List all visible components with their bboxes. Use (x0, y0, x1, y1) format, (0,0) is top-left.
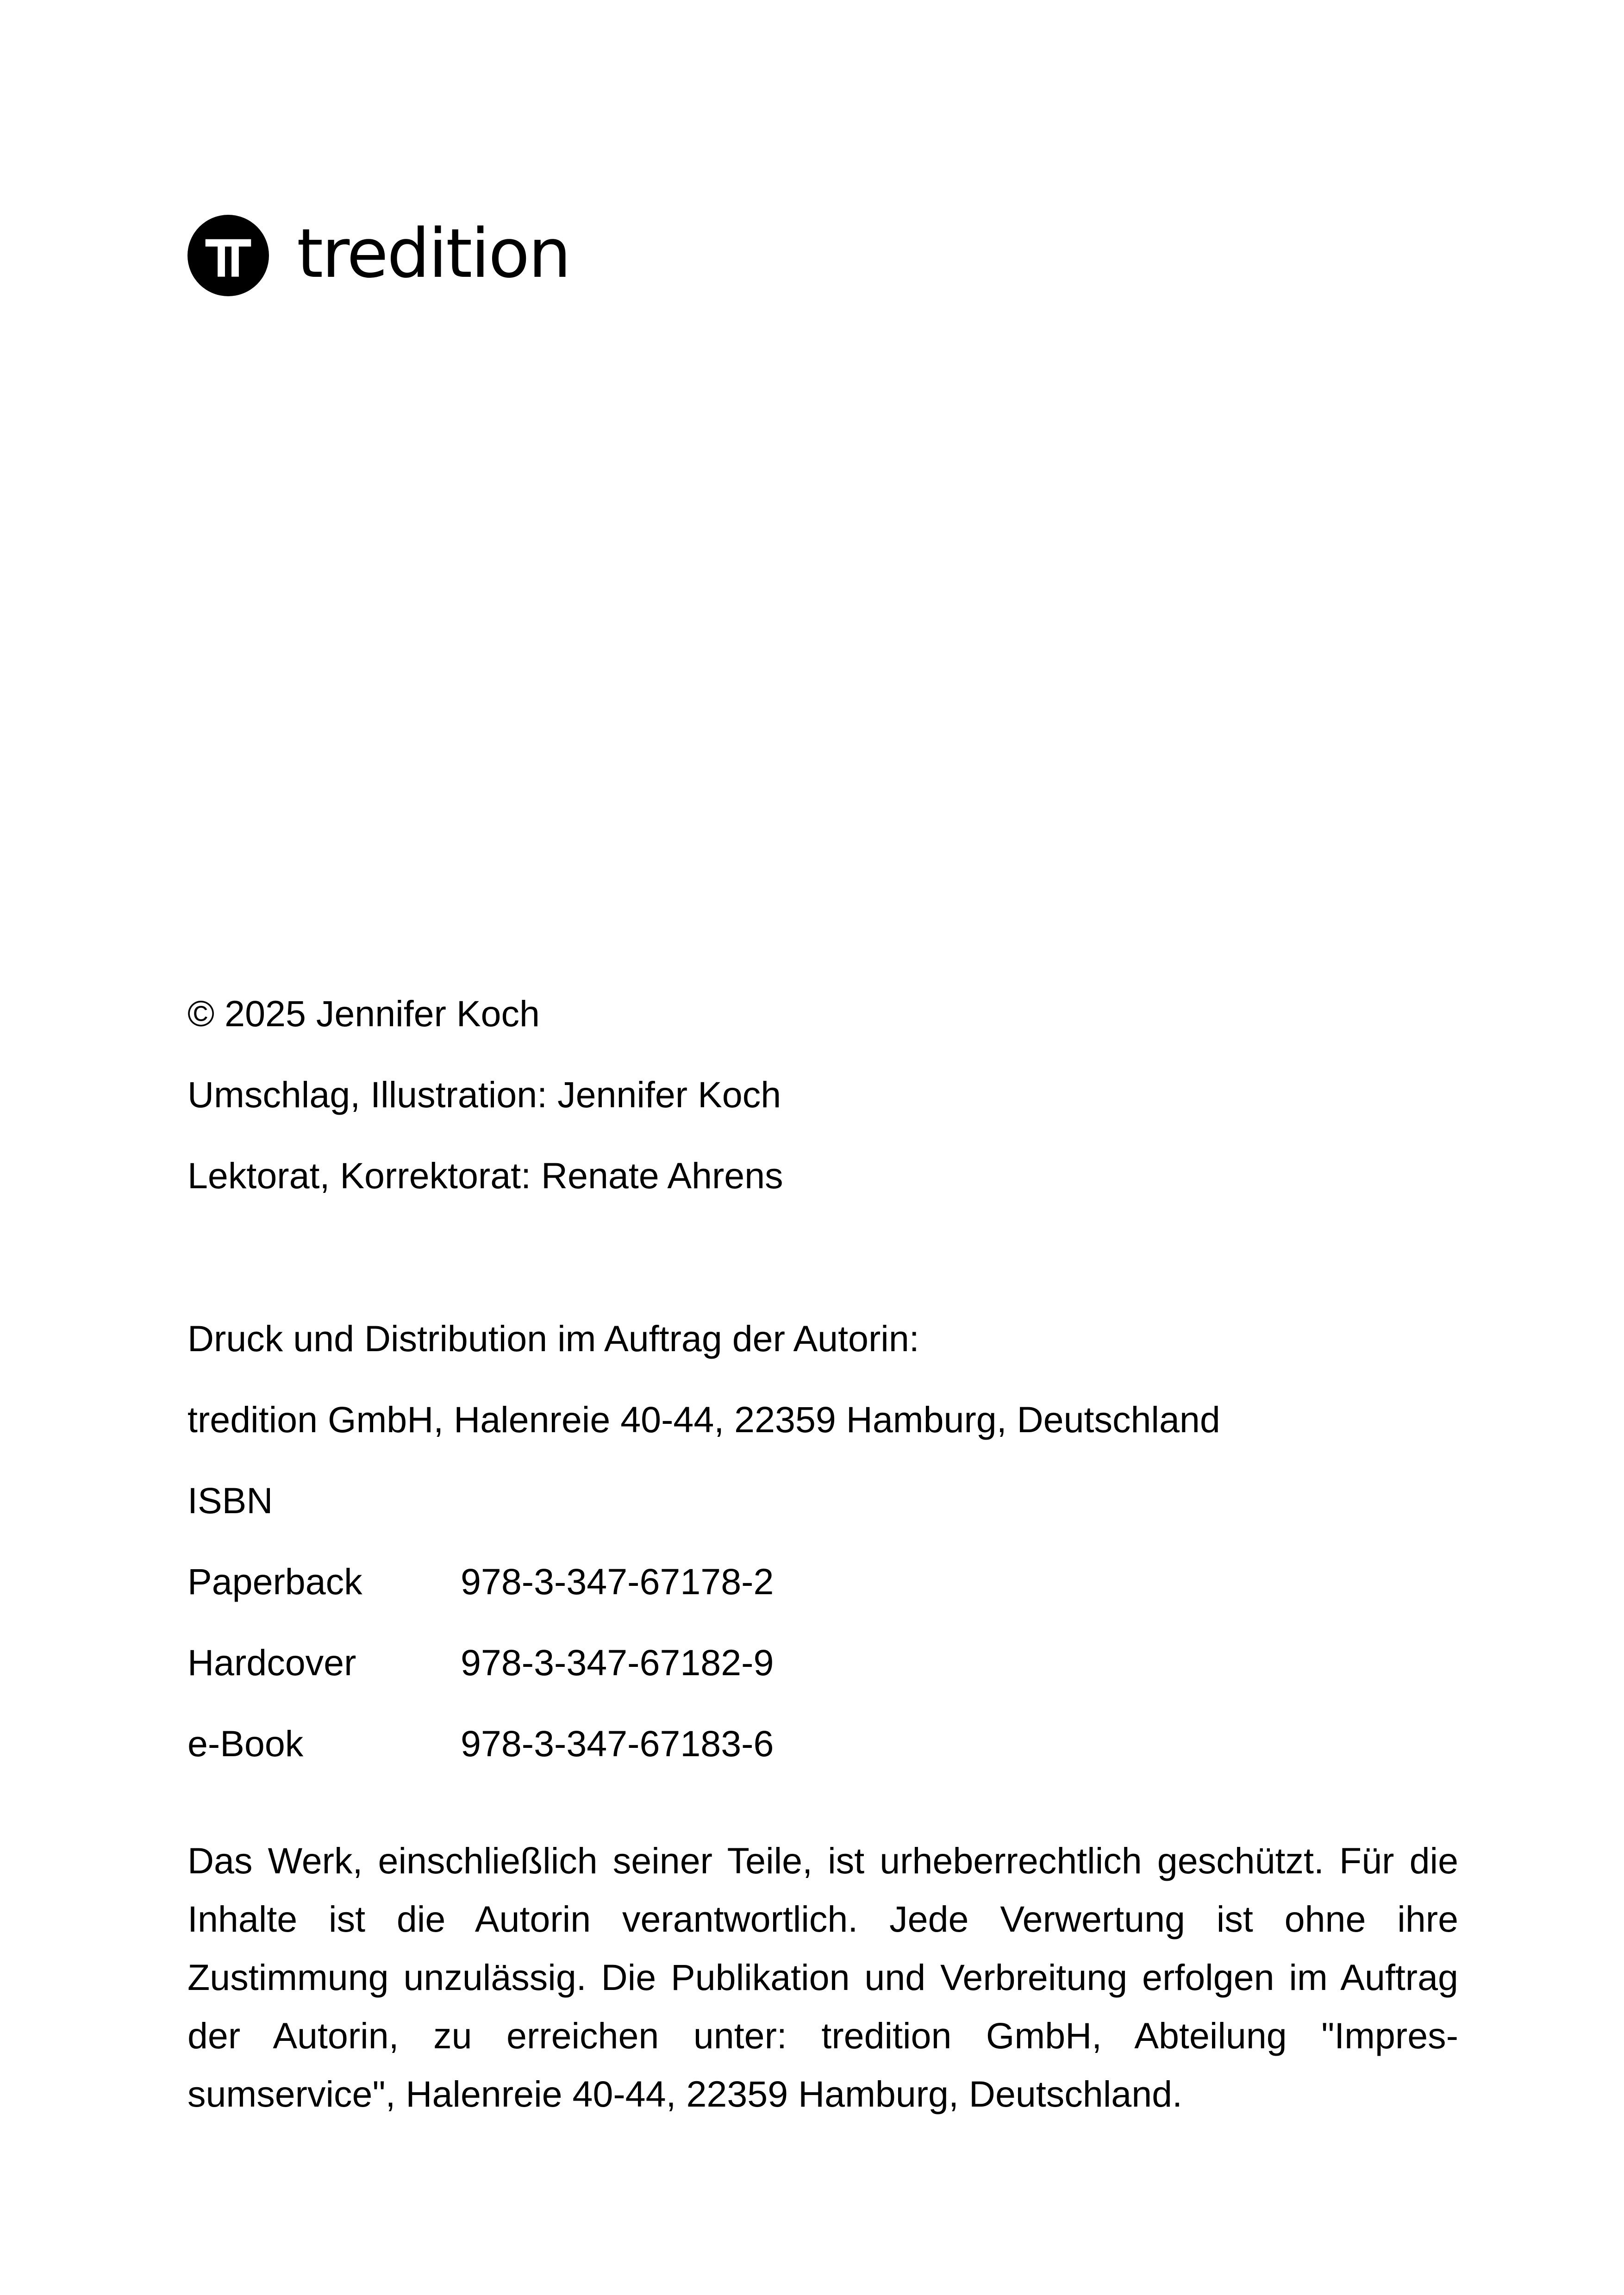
tredition-logo-icon (187, 215, 269, 296)
publisher-address: tredition GmbH, Halenreie 40-44, 22359 Hamburg, Deutschland (187, 1399, 1220, 1440)
publisher-logo (187, 214, 570, 297)
isbn-number: 978-3-347-67183-6 (461, 1723, 774, 1764)
legal-notice: Das Werk, einschließlich seiner Teile, ist urheberrechtlich geschützt. Für die Inhalte ist die Autorin verantwortlich. Jede Verwertung ist ohne ihre Zustimmung unzulässig. Die Publikation und Verbreitung erfolgen im Auftrag der Autorin, zu erreichen unter: tredition GmbH, Abteilung "Impressumservice", Halenreie 40-44, 22359 Hamburg, Deutschland. (187, 1840, 1458, 2114)
isbn-number: 978-3-347-67182-9 (461, 1642, 774, 1683)
isbn-format: Paperback (187, 1561, 362, 1602)
isbn-row-ebook (187, 1725, 774, 1762)
editing-credit: Lektorat, Korrektorat: Renate Ahrens (187, 1155, 783, 1196)
cover-credit: Umschlag, Illustration: Jennifer Koch (187, 1074, 781, 1115)
isbn-row-hardcover (187, 1644, 774, 1681)
isbn-number: 978-3-347-67178-2 (461, 1561, 774, 1602)
isbn-format: e-Book (187, 1723, 304, 1764)
isbn-format: Hardcover (187, 1642, 356, 1683)
copyright-line: © 2025 Jennifer Koch (187, 993, 540, 1034)
isbn-heading: ISBN (187, 1480, 273, 1521)
logo-wordmark: tredition (297, 214, 570, 293)
isbn-row-paperback (187, 1563, 774, 1600)
print-heading: Druck und Distribution im Auftrag der Autorin: (187, 1318, 919, 1359)
